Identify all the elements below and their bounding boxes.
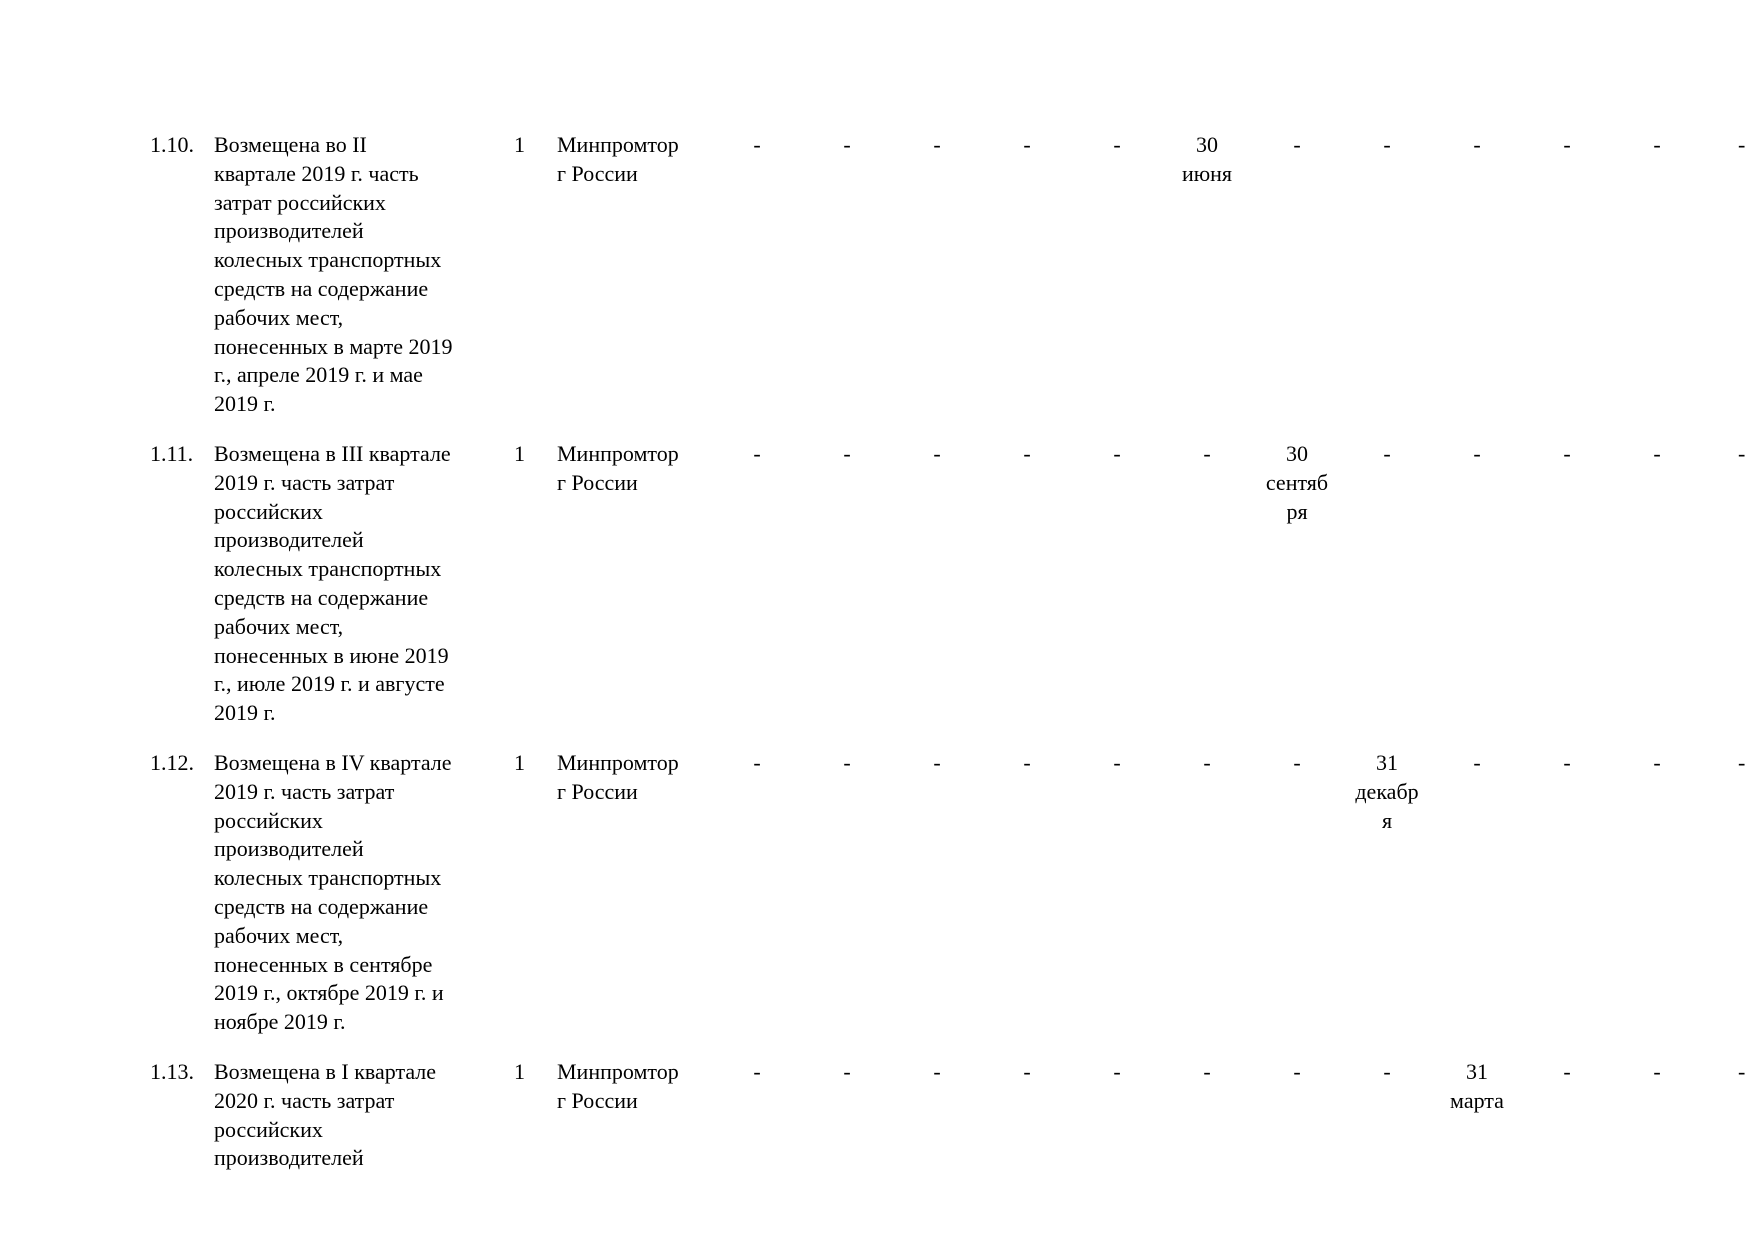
period-cell: [1162, 749, 1252, 778]
description-line: 2019 г. часть затрат: [214, 778, 395, 804]
period-value: -: [1023, 750, 1031, 775]
period-value: -: [753, 750, 761, 775]
period-value: -: [1473, 132, 1481, 157]
period-cell: [1702, 131, 1754, 160]
row-responsible: [557, 440, 717, 498]
description-line: 2019 г.: [214, 700, 276, 726]
period-value: -: [1738, 132, 1746, 157]
period-value: -: [1113, 441, 1121, 466]
period-cell: [982, 131, 1072, 160]
period-value: ря: [1286, 498, 1308, 524]
row-responsible: [557, 131, 717, 189]
period-cell: [1612, 440, 1702, 469]
period-cell: [1252, 749, 1342, 778]
period-value: 30: [1286, 441, 1308, 466]
period-value: -: [1113, 132, 1121, 157]
description-line: Возмещена в III квартале: [214, 441, 451, 466]
responsible-line: Минпромтор: [557, 1059, 679, 1084]
period-value: сентяб: [1265, 469, 1329, 495]
period-cell: [982, 749, 1072, 778]
row-number: 1.10.: [150, 132, 194, 157]
period-value: -: [843, 750, 851, 775]
responsible-line: г России: [557, 469, 638, 495]
period-value: июня: [1181, 160, 1233, 186]
period-cell: [892, 1058, 982, 1087]
period-value: -: [843, 1059, 851, 1084]
description-line: Возмещена во II: [214, 132, 367, 157]
period-cell: [1162, 131, 1252, 189]
description-line: Возмещена в I квартале: [214, 1059, 437, 1084]
description-line: средств на содержание: [214, 275, 429, 301]
description-line: 2020 г. часть затрат: [214, 1087, 395, 1113]
period-cell: [1432, 131, 1522, 160]
period-cell: [802, 749, 892, 778]
period-cell: [1432, 1058, 1522, 1116]
period-value: -: [1563, 441, 1571, 466]
row-count: 1: [514, 132, 525, 157]
row-count: 1: [514, 441, 525, 466]
period-value: -: [933, 750, 941, 775]
responsible-line: г России: [557, 778, 638, 804]
period-value: 31: [1376, 750, 1398, 775]
period-value: -: [1203, 750, 1211, 775]
description-line: производителей: [214, 527, 364, 553]
period-cell: [1702, 749, 1754, 778]
period-cell: [802, 131, 892, 160]
period-cell: [1612, 749, 1702, 778]
period-value: -: [1473, 750, 1481, 775]
period-value: -: [1738, 441, 1746, 466]
period-value: -: [933, 1059, 941, 1084]
period-value: -: [1113, 1059, 1121, 1084]
period-cell: [1252, 440, 1342, 526]
period-value: -: [1293, 132, 1301, 157]
period-cell: [802, 440, 892, 469]
period-value: -: [843, 132, 851, 157]
period-value: -: [1563, 750, 1571, 775]
description-line: средств на содержание: [214, 584, 429, 610]
description-line: затрат российских: [214, 189, 386, 215]
period-value: -: [1383, 441, 1391, 466]
period-cell: [1522, 440, 1612, 469]
period-cell: [1072, 440, 1162, 469]
period-cell: [982, 1058, 1072, 1087]
row-description: [214, 131, 494, 419]
description-line: российских: [214, 807, 323, 833]
period-cell: [1612, 131, 1702, 160]
period-value: я: [1381, 807, 1393, 833]
responsible-line: Минпромтор: [557, 750, 679, 775]
period-cell: [1252, 131, 1342, 160]
period-value: марта: [1450, 1087, 1504, 1113]
description-line: российских: [214, 498, 323, 524]
description-line: 2019 г., октябре 2019 г. и: [214, 980, 444, 1006]
period-value: -: [1653, 132, 1661, 157]
description-line: производителей: [214, 836, 364, 862]
description-line: Возмещена в IV квартале: [214, 750, 452, 775]
period-value: -: [1293, 750, 1301, 775]
period-cell: [712, 440, 802, 469]
period-cell: [982, 440, 1072, 469]
period-value: -: [1203, 441, 1211, 466]
period-value: -: [753, 441, 761, 466]
row-description: [214, 749, 494, 1037]
period-cell: [1162, 1058, 1252, 1087]
period-cell: [892, 749, 982, 778]
row-description: [214, 440, 494, 728]
period-cell: [1072, 1058, 1162, 1087]
period-cell: [1522, 131, 1612, 160]
responsible-line: г России: [557, 160, 638, 186]
responsible-line: Минпромтор: [557, 441, 679, 466]
description-line: рабочих мест,: [214, 304, 344, 330]
period-value: -: [1383, 1059, 1391, 1084]
row-responsible: [557, 1058, 717, 1116]
period-value: -: [1203, 1059, 1211, 1084]
period-cell: [1522, 1058, 1612, 1087]
period-cell: [892, 440, 982, 469]
period-value: -: [753, 1059, 761, 1084]
period-cell: [1342, 131, 1432, 160]
description-line: г., июле 2019 г. и августе: [214, 671, 445, 697]
period-cell: [1432, 440, 1522, 469]
period-cell: [1162, 440, 1252, 469]
period-cell: [1342, 440, 1432, 469]
description-line: российских: [214, 1116, 323, 1142]
period-value: 30: [1196, 132, 1218, 157]
period-cell: [1702, 1058, 1754, 1087]
row-count: 1: [514, 1059, 525, 1084]
row-description: [214, 1058, 494, 1173]
row-number: 1.11.: [150, 441, 194, 466]
period-value: -: [1023, 1059, 1031, 1084]
row-number: 1.12.: [150, 750, 194, 775]
period-value: -: [1653, 750, 1661, 775]
period-value: -: [753, 132, 761, 157]
description-line: средств на содержание: [214, 893, 429, 919]
period-value: -: [1383, 132, 1391, 157]
period-cell: [802, 1058, 892, 1087]
period-value: -: [1653, 1059, 1661, 1084]
period-value: -: [1653, 441, 1661, 466]
period-value: -: [1023, 132, 1031, 157]
description-line: производителей: [214, 1145, 364, 1171]
period-cell: [1072, 749, 1162, 778]
period-value: -: [933, 132, 941, 157]
responsible-line: Минпромтор: [557, 132, 679, 157]
period-cell: [892, 131, 982, 160]
period-value: -: [1293, 1059, 1301, 1084]
period-value: -: [1563, 132, 1571, 157]
period-value: 31: [1466, 1059, 1488, 1084]
description-line: рабочих мест,: [214, 613, 344, 639]
period-value: -: [1563, 1059, 1571, 1084]
description-line: понесенных в марте 2019: [214, 333, 453, 359]
period-cell: [1342, 749, 1432, 835]
period-cell: [1612, 1058, 1702, 1087]
period-value: -: [933, 441, 941, 466]
description-line: колесных транспортных: [214, 865, 442, 891]
period-value: декабр: [1355, 778, 1419, 804]
period-cell: [1432, 749, 1522, 778]
description-line: 2019 г. часть затрат: [214, 469, 395, 495]
description-line: квартале 2019 г. часть: [214, 160, 419, 186]
description-line: колесных транспортных: [214, 247, 442, 273]
description-line: понесенных в июне 2019: [214, 642, 449, 668]
period-value: -: [1473, 441, 1481, 466]
period-cell: [1072, 131, 1162, 160]
period-value: -: [1113, 750, 1121, 775]
period-value: -: [843, 441, 851, 466]
period-cell: [712, 1058, 802, 1087]
description-line: г., апреле 2019 г. и мае: [214, 362, 423, 388]
description-line: ноябре 2019 г.: [214, 1009, 346, 1035]
description-line: колесных транспортных: [214, 556, 442, 582]
period-cell: [1252, 1058, 1342, 1087]
period-cell: [1342, 1058, 1432, 1087]
period-cell: [1522, 749, 1612, 778]
period-cell: [1702, 440, 1754, 469]
description-line: рабочих мест,: [214, 922, 344, 948]
responsible-line: г России: [557, 1087, 638, 1113]
period-value: -: [1738, 1059, 1746, 1084]
row-number: 1.13.: [150, 1059, 194, 1084]
period-value: -: [1023, 441, 1031, 466]
row-responsible: [557, 749, 717, 807]
row-count: 1: [514, 750, 525, 775]
period-value: -: [1738, 750, 1746, 775]
description-line: производителей: [214, 218, 364, 244]
period-cell: [712, 131, 802, 160]
description-line: 2019 г.: [214, 391, 276, 417]
description-line: понесенных в сентябре: [214, 951, 433, 977]
period-cell: [712, 749, 802, 778]
